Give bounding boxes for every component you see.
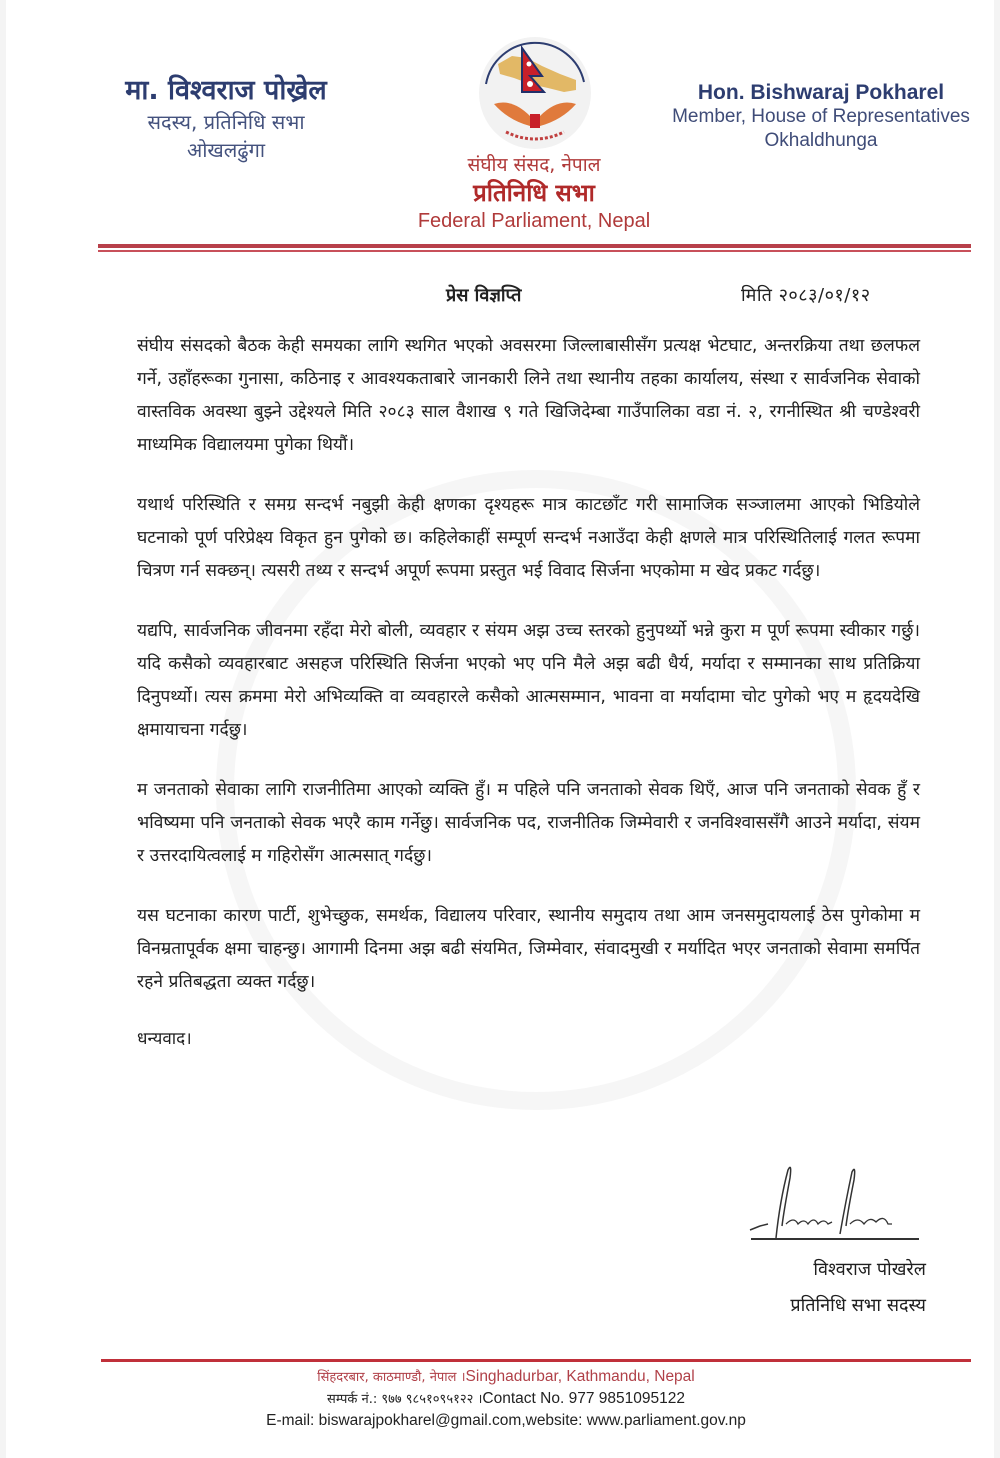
signature-line: [751, 1238, 919, 1240]
contact-np: सम्पर्क नं.: ९७७ ९८५१०९५१२२ ।: [327, 1392, 483, 1407]
parliament-logo: [472, 34, 598, 152]
org-name-en: Federal Parliament, Nepal: [417, 210, 651, 232]
org-name-np-line2: प्रतिनिधि सभा: [473, 179, 595, 207]
footer-address: [6, 1366, 1000, 1388]
footer-divider: [101, 1359, 971, 1362]
footer-contact: [6, 1388, 1000, 1410]
address-np: सिंहदरबार, काठमाण्डौ, नेपाल ।: [317, 1370, 466, 1385]
paragraph: संघीय संसदको बैठक केही समयका लागि स्थगित भएको अवसरमा जिल्लाबासीसँग प्रत्यक्ष भेटघाट, अन्तरक्रिया तथा छलफल गर्ने, उहाँहरूका गुनासा, कठिनाइ र आवश्यकताबारे जानकारी लिने तथा स्थानीय तहका कार्यालय, संस्था र सार्वजनिक सेवाको वास्तविक अवस्था बुझ्ने उद्देश्यले मिति २०८३ साल वैशाख ९ गते खिजिदेम्बा गाउँपालिका वडा नं. २, रगनीस्थित श्री चण्डेश्वरी माध्यमिक विद्यालयमा पुगेका थियौं।: [137, 336, 920, 455]
document-title: प्रेस विज्ञप्ति: [446, 285, 522, 306]
contact-en: Contact No. 977 9851095122: [482, 1390, 685, 1407]
footer: [6, 1366, 1000, 1431]
header-left-nepali: [86, 74, 366, 164]
paragraph: यद्यपि, सार्वजनिक जीवनमा रहँदा मेरो बोली, व्यवहार र संयम अझ उच्च स्तरको हुनुपर्थ्यो भन्ने कुरा म पूर्ण रूपमा स्वीकार गर्छु। यदि कसैको व्यवहारबाट असहज परिस्थिति सिर्जना भएको भए पनि मैले अझ बढी धैर्य, मर्यादा र सम्मानका साथ प्रतिक्रिया दिनुपर्थ्यो। त्यस क्रममा मेरो अभिव्यक्ति वा व्यवहारले कसैको आत्मसम्मान, भावना वा मर्यादामा चोट पुगेको भए म हृदयदेखि क्षमायाचना गर्दछु।: [137, 621, 920, 740]
paragraph: म जनताको सेवाका लागि राजनीतिमा आएको व्यक्ति हुँ। म पहिले पनि जनताको सेवक थिएँ, आज पनि जनताको सेवक हुँ र भविष्यमा पनि जनताको सेवक भएरै काम गर्नेछु। सार्वजनिक पद, राजनीतिक जिम्मेवारी र जनविश्वाससँगै आउने मर्यादा, संयम र उत्तरदायित्वलाई म गहिरोसँग आत्मसात् गर्दछु।: [137, 780, 920, 866]
constituency-np: ओखलढुंगा: [186, 138, 266, 162]
header-divider-thin: [98, 250, 971, 252]
signer-block: [726, 1252, 926, 1324]
member-name-en: Hon. Bishwaraj Pokharel: [697, 81, 945, 104]
header-right-english: [666, 80, 976, 153]
member-name-np: मा. विश्वराज पोख्रेल: [125, 75, 327, 106]
paragraph: यस घटनाका कारण पार्टी, शुभेच्छुक, समर्थक, विद्यालय परिवार, स्थानीय समुदाय तथा आम जनसमुदायलाई ठेस पुगेकोमा म विनम्रतापूर्वक क्षमा चाहन्छु। आगामी दिनमा अझ बढी संयमित, जिम्मेवार, संवादमुखी र मर्यादित भएर जनताको सेवामा समर्पित रहने प्रतिबद्धता व्यक्त गर्दछु।: [137, 906, 920, 992]
member-title-np: सदस्य, प्रतिनिधि सभा: [147, 110, 305, 134]
paragraph: यथार्थ परिस्थिति र समग्र सन्दर्भ नबुझी केही क्षणका दृश्यहरू मात्र काटछाँट गरी सामाजिक सञ्जालमा आएको भिडियोले घटनाको पूर्ण परिप्रेक्ष्य विकृत हुन पुगेको छ। कहिलेकाहीं सम्पूर्ण सन्दर्भ नआउँदा केही क्षणले मात्र परिस्थितिलाई गलत रूपमा चित्रण गर्न सक्छन्। त्यसरी तथ्य र सन्दर्भ अपूर्ण रूपमा प्रस्तुत भई विवाद सिर्जना भएकोमा म खेद प्रकट गर्दछु।: [137, 495, 920, 581]
document-date: मिति २०८३/०१/१२: [741, 285, 871, 306]
signer-name: विश्वराज पोखरेल: [813, 1259, 926, 1280]
letterhead-page: [6, 0, 994, 1458]
member-title-en: Member, House of Representatives: [672, 106, 970, 127]
address-en: Singhadurbar, Kathmandu, Nepal: [465, 1368, 695, 1385]
handwritten-signature: [746, 1160, 926, 1240]
header-center-org: [386, 152, 682, 234]
org-name-np-line1: संघीय संसद, नेपाल: [467, 154, 601, 176]
document-body: [137, 330, 920, 1049]
constituency-en: Okhaldhunga: [764, 130, 878, 151]
closing-text: धन्यवाद।: [137, 1029, 192, 1049]
signer-designation: प्रतिनिधि सभा सदस्य: [790, 1295, 926, 1316]
footer-email-website: E-mail: biswarajpokharel@gmail.com,website: www.parliament.gov.np: [266, 1412, 746, 1429]
header-divider: [98, 244, 971, 248]
